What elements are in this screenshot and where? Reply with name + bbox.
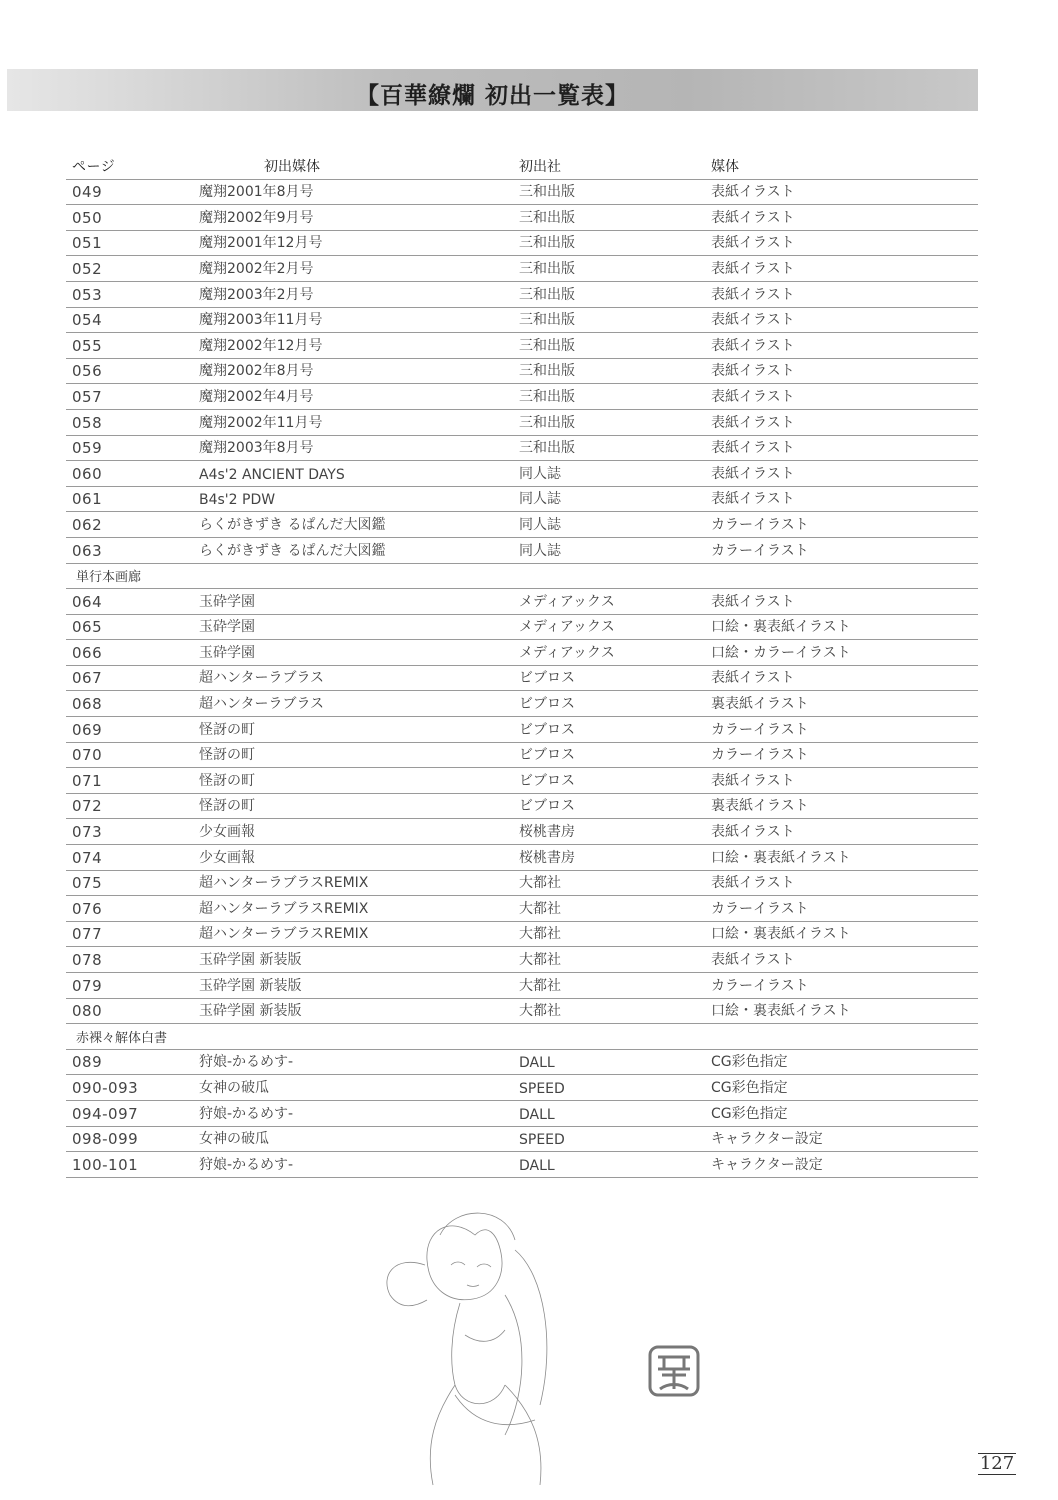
page-cell: 054 (72, 311, 103, 330)
media-cell: 玉砕学園 (199, 619, 255, 636)
type-cell: 表紙イラスト (711, 440, 795, 457)
page-cell: 063 (72, 541, 103, 560)
table-row (66, 461, 978, 487)
table-row (66, 922, 978, 948)
publisher-cell: ビブロス (519, 721, 575, 738)
media-cell: 怪訝の町 (199, 798, 255, 815)
table-row (66, 282, 978, 308)
table-row (66, 871, 978, 897)
table-row (66, 691, 978, 717)
media-cell: 魔翔2002年12月号 (199, 337, 323, 354)
media-cell: 超ハンターラブラスREMIX (199, 900, 369, 917)
publisher-cell: SPEED (519, 1132, 565, 1149)
publisher-cell: 同人誌 (519, 465, 561, 482)
page-cell: 079 (72, 976, 103, 995)
type-cell: カラーイラスト (711, 977, 809, 994)
header-type: 媒体 (711, 158, 739, 175)
page-cell: 071 (72, 771, 103, 790)
type-cell: カラーイラスト (711, 900, 809, 917)
media-cell: 狩娘-かるめす- (199, 1105, 294, 1122)
media-cell: 女神の破瓜 (199, 1079, 269, 1096)
table-row (66, 896, 978, 922)
media-cell: 玉砕学園 新装版 (199, 952, 302, 968)
page-cell: 067 (72, 669, 103, 688)
media-cell: らくがきずき るぱんだ大図鑑 (199, 516, 386, 533)
page-cell: 057 (72, 387, 103, 406)
publisher-cell: DALL (519, 1106, 555, 1123)
media-cell: 魔翔2001年8月号 (199, 184, 314, 201)
media-cell: 少女画報 (199, 824, 255, 841)
type-cell: 口絵・裏表紙イラスト (711, 1003, 851, 1020)
type-cell: カラーイラスト (711, 747, 809, 764)
section-row (66, 564, 978, 590)
table-row (66, 1127, 978, 1153)
table-row (66, 640, 978, 666)
page-cell: 064 (72, 592, 103, 611)
page-cell: 074 (72, 848, 103, 867)
table-row (66, 410, 978, 436)
page-cell: 050 (72, 208, 103, 227)
type-cell: 表紙イラスト (711, 670, 795, 687)
artist-seal (648, 1345, 700, 1397)
page-cell: 060 (72, 464, 103, 483)
section-row (66, 1024, 978, 1050)
media-cell: らくがきずき るぱんだ大図鑑 (199, 542, 386, 559)
type-cell: 表紙イラスト (711, 209, 795, 226)
page-cell: 062 (72, 515, 103, 534)
publisher-cell: 大都社 (519, 977, 561, 994)
publisher-cell: 大都社 (519, 926, 561, 943)
media-cell: 狩娘-かるめす- (199, 1054, 294, 1071)
table-row (66, 615, 978, 641)
header-media: 初出媒体 (264, 158, 320, 175)
publisher-cell: 三和出版 (519, 312, 575, 329)
publisher-cell: 同人誌 (519, 516, 561, 533)
table-row (66, 359, 978, 385)
media-cell: 怪訝の町 (199, 747, 255, 764)
media-cell: 魔翔2003年11月号 (199, 312, 323, 329)
type-cell: 表紙イラスト (711, 491, 795, 508)
page-cell: 089 (72, 1053, 103, 1072)
media-cell: 魔翔2002年11月号 (199, 414, 323, 431)
media-cell: 玉砕学園 新装版 (199, 1003, 302, 1020)
publisher-cell: 三和出版 (519, 286, 575, 303)
publisher-cell: 三和出版 (519, 184, 575, 201)
publisher-cell: 三和出版 (519, 260, 575, 277)
publisher-cell: 同人誌 (519, 491, 561, 508)
table-header (66, 154, 978, 180)
table-row (66, 333, 978, 359)
type-cell: 口絵・裏表紙イラスト (711, 849, 851, 866)
table-row (66, 180, 978, 206)
type-cell: 口絵・裏表紙イラスト (711, 619, 851, 636)
type-cell: 表紙イラスト (711, 235, 795, 252)
table-row (66, 308, 978, 334)
publisher-cell: 大都社 (519, 952, 561, 968)
table-row (66, 256, 978, 282)
type-cell: カラーイラスト (711, 721, 809, 738)
type-cell: CG彩色指定 (711, 1054, 788, 1071)
publisher-cell: 三和出版 (519, 235, 575, 252)
publisher-cell: 三和出版 (519, 363, 575, 380)
publisher-cell: 大都社 (519, 1003, 561, 1020)
page-cell: 061 (72, 490, 103, 509)
header-page: ページ (72, 158, 116, 175)
type-cell: キャラクター設定 (711, 1156, 823, 1173)
type-cell: 表紙イラスト (711, 363, 795, 380)
page-cell: 070 (72, 746, 103, 765)
type-cell: 裏表紙イラスト (711, 696, 809, 713)
page-cell: 073 (72, 823, 103, 842)
table-row (66, 231, 978, 257)
table-row (66, 1101, 978, 1127)
type-cell: キャラクター設定 (711, 1131, 823, 1148)
media-cell: 超ハンターラブラスREMIX (199, 875, 369, 892)
table-row (66, 589, 978, 615)
table-row (66, 1152, 978, 1178)
publisher-cell: メディアックス (519, 619, 615, 636)
page-cell: 078 (72, 951, 103, 969)
table-row (66, 205, 978, 231)
page-cell: 100-101 (72, 1155, 139, 1174)
page-cell: 056 (72, 362, 103, 381)
type-cell: 裏表紙イラスト (711, 798, 809, 815)
page-cell: 094-097 (72, 1104, 139, 1123)
type-cell: CG彩色指定 (711, 1105, 788, 1122)
media-cell: 超ハンターラブラス (199, 696, 325, 713)
table-row (66, 768, 978, 794)
table-row (66, 743, 978, 769)
media-cell: A4s'2 ANCIENT DAYS (199, 466, 345, 483)
table-row (66, 999, 978, 1025)
page-cell: 049 (72, 183, 103, 202)
publisher-cell: メディアックス (519, 644, 615, 661)
type-cell: 表紙イラスト (711, 593, 795, 610)
table-row (66, 947, 978, 973)
page-cell: 058 (72, 413, 103, 432)
section-label: 単行本画廊 (76, 570, 142, 586)
table-row (66, 538, 978, 564)
publisher-cell: ビブロス (519, 772, 575, 789)
media-cell: 魔翔2002年4月号 (199, 388, 314, 405)
page-cell: 066 (72, 643, 103, 662)
table-row (66, 819, 978, 845)
table-row (66, 794, 978, 820)
page-title: 【百華繚爛 初出一覧表】 (355, 82, 629, 109)
media-cell: 魔翔2003年2月号 (199, 286, 314, 303)
page-cell: 080 (72, 1002, 103, 1021)
type-cell: 表紙イラスト (711, 952, 795, 968)
type-cell: 口絵・カラーイラスト (711, 644, 851, 661)
media-cell: 超ハンターラブラス (199, 670, 325, 687)
table-row (66, 1050, 978, 1076)
table-row (66, 845, 978, 871)
table-row (66, 717, 978, 743)
credits-table (66, 154, 978, 1178)
publisher-cell: 三和出版 (519, 414, 575, 431)
media-cell: 魔翔2001年12月号 (199, 235, 323, 252)
type-cell: 表紙イラスト (711, 337, 795, 354)
media-cell: 玉砕学園 新装版 (199, 977, 302, 994)
page-cell: 053 (72, 285, 103, 304)
media-cell: 女神の破瓜 (199, 1131, 269, 1148)
media-cell: 魔翔2002年9月号 (199, 209, 314, 226)
type-cell: 表紙イラスト (711, 312, 795, 329)
publisher-cell: 三和出版 (519, 209, 575, 226)
table-row (66, 973, 978, 999)
publisher-cell: 三和出版 (519, 337, 575, 354)
header-publisher: 初出社 (519, 158, 561, 175)
type-cell: CG彩色指定 (711, 1079, 788, 1096)
type-cell: 表紙イラスト (711, 875, 795, 892)
sketch-illustration (355, 1195, 605, 1500)
type-cell: 表紙イラスト (711, 184, 795, 201)
media-cell: 玉砕学園 (199, 644, 255, 661)
publisher-cell: 三和出版 (519, 388, 575, 405)
table-row (66, 487, 978, 513)
media-cell: 怪訝の町 (199, 772, 255, 789)
type-cell: 表紙イラスト (711, 772, 795, 789)
table-row (66, 512, 978, 538)
publisher-cell: 三和出版 (519, 440, 575, 457)
page-cell: 069 (72, 720, 103, 739)
publisher-cell: DALL (519, 1157, 555, 1174)
media-cell: 魔翔2002年2月号 (199, 260, 314, 277)
type-cell: 表紙イラスト (711, 824, 795, 841)
page-cell: 055 (72, 336, 103, 355)
section-label: 赤裸々解体白書 (76, 1030, 168, 1046)
publisher-cell: 桜桃書房 (519, 849, 575, 866)
media-cell: 少女画報 (199, 849, 255, 866)
page-cell: 059 (72, 439, 103, 458)
page-cell: 052 (72, 259, 103, 278)
publisher-cell: 同人誌 (519, 542, 561, 559)
page-cell: 090-093 (72, 1078, 139, 1097)
type-cell: 表紙イラスト (711, 260, 795, 277)
page-cell: 098-099 (72, 1130, 139, 1149)
table-row (66, 1075, 978, 1101)
publisher-cell: ビブロス (519, 747, 575, 764)
media-cell: 玉砕学園 (199, 593, 255, 610)
table-row (66, 384, 978, 410)
publisher-cell: ビブロス (519, 798, 575, 815)
table-row (66, 436, 978, 462)
publisher-cell: ビブロス (519, 670, 575, 687)
page-cell: 075 (72, 874, 103, 893)
publisher-cell: DALL (519, 1055, 555, 1072)
type-cell: 表紙イラスト (711, 388, 795, 405)
publisher-cell: ビブロス (519, 696, 575, 713)
page-cell: 072 (72, 797, 103, 816)
page-cell: 065 (72, 618, 103, 637)
publisher-cell: 大都社 (519, 900, 561, 917)
publisher-cell: 桜桃書房 (519, 824, 575, 841)
media-cell: 怪訝の町 (199, 721, 255, 738)
page-cell: 068 (72, 695, 103, 714)
page-cell: 076 (72, 899, 103, 918)
type-cell: 表紙イラスト (711, 414, 795, 431)
type-cell: カラーイラスト (711, 542, 809, 559)
table-row (66, 666, 978, 692)
type-cell: カラーイラスト (711, 516, 809, 533)
media-cell: 超ハンターラブラスREMIX (199, 926, 369, 943)
page-cell: 051 (72, 234, 103, 253)
type-cell: 口絵・裏表紙イラスト (711, 926, 851, 943)
media-cell: 狩娘-かるめす- (199, 1156, 294, 1173)
publisher-cell: 大都社 (519, 875, 561, 892)
media-cell: B4s'2 PDW (199, 492, 276, 509)
title-banner (7, 69, 978, 111)
page-cell: 077 (72, 925, 103, 944)
type-cell: 表紙イラスト (711, 465, 795, 482)
publisher-cell: メディアックス (519, 593, 615, 610)
media-cell: 魔翔2003年8月号 (199, 440, 314, 457)
publisher-cell: SPEED (519, 1080, 565, 1097)
type-cell: 表紙イラスト (711, 286, 795, 303)
media-cell: 魔翔2002年8月号 (199, 363, 314, 380)
page-number: 127 (979, 1453, 1015, 1474)
